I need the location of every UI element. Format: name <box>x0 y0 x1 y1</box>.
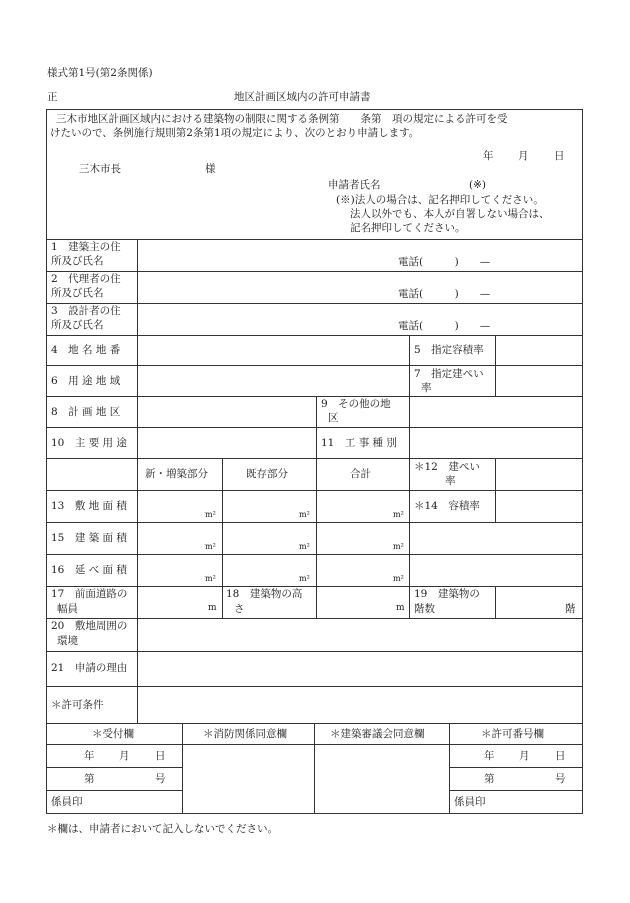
agent-phone: 電話( ) — <box>398 288 491 300</box>
owner-phone: 電話( ) — <box>398 256 491 268</box>
col-existing-label: 既存部分 <box>246 468 288 480</box>
lot-number-field[interactable] <box>137 335 410 366</box>
designer-phone: 電話( ) — <box>398 320 491 332</box>
form-number: 様式第1号(第2条関係) <box>47 67 153 79</box>
surroundings-field[interactable] <box>137 618 583 652</box>
reception-header: ＊受付欄 <box>92 728 134 740</box>
owner-label-2: 所及び氏名 <box>51 255 104 267</box>
other-district-field[interactable] <box>409 396 583 428</box>
reception-month: 月 <box>119 750 130 762</box>
unit-m2: m² <box>205 542 216 551</box>
footnote: ＊欄は、申請者において記入しないでください。 <box>47 823 278 835</box>
coverage-12-label-2: 率 <box>445 475 456 487</box>
corporate-note-2: 法人以外でも、本人が自署しない場合は、 <box>350 208 550 220</box>
unit-m2: m² <box>299 542 310 551</box>
coverage-label-1: 7 指定建ぺい <box>414 368 484 380</box>
owner-label-1: 1 建築主の住 <box>51 241 121 253</box>
council-consent-body <box>314 744 450 814</box>
planning-district-label: 8 計 画 地 区 <box>51 406 121 418</box>
owner-field[interactable] <box>137 239 583 272</box>
applicant-seal-mark: (※) <box>469 179 486 191</box>
far-label: 5 指定容積率 <box>414 344 484 356</box>
use-district-label: 6 用 途 地 域 <box>51 375 121 387</box>
honorific: 様 <box>205 163 216 175</box>
surroundings-label-2: 環境 <box>57 635 78 647</box>
fire-consent-header: ＊消防関係同意欄 <box>203 728 287 740</box>
intro-line-2: けたいので、条例施行規則第2条第1項の規定により、次のとおり申請します。 <box>50 127 420 139</box>
height-label-1: 18 建築物の高 <box>226 588 303 600</box>
floors-unit: 階 <box>565 603 576 615</box>
designer-field[interactable] <box>137 303 583 336</box>
floor-area-blank <box>409 554 583 587</box>
unit-m2: m² <box>393 542 404 551</box>
date-day: 日 <box>554 150 565 162</box>
unit-m2: m² <box>299 574 310 583</box>
agent-label-1: 2 代理者の住 <box>51 273 121 285</box>
reason-label: 21 申請の理由 <box>51 662 128 674</box>
coverage-field[interactable] <box>495 365 583 397</box>
unit-m2: m² <box>205 574 216 583</box>
use-district-field[interactable] <box>137 365 410 397</box>
work-type-label: 11 工 事 種 別 <box>321 437 397 449</box>
permit-month: 月 <box>519 750 530 762</box>
permit-number-header: ＊許可番号欄 <box>481 728 544 740</box>
floors-label-2: 階数 <box>414 603 435 615</box>
unit-m2: m² <box>299 510 310 519</box>
main-use-field[interactable] <box>137 427 317 459</box>
coverage-label-2: 率 <box>421 382 432 394</box>
corporate-note-1: (※)法人の場合は、記名押印してください。 <box>336 194 544 206</box>
permit-no-prefix: 第 <box>484 773 495 785</box>
permit-year: 年 <box>484 750 495 762</box>
planning-district-field[interactable] <box>137 396 317 428</box>
other-district-label-2: 区 <box>328 412 339 424</box>
main-use-label: 10 主 要 用 途 <box>51 437 127 449</box>
date-year: 年 <box>483 150 494 162</box>
original-mark: 正 <box>47 91 58 103</box>
floors-label-1: 19 建築物の <box>414 588 480 600</box>
designer-label-2: 所及び氏名 <box>51 319 104 331</box>
intro-line-1: 三木市地区計画区域内における建築物の制限に関する条例第 条第 項の規定による許可を受 <box>56 113 508 125</box>
applicant-name-field[interactable] <box>385 179 465 191</box>
permit-no-suffix: 号 <box>555 773 566 785</box>
council-consent-header: ＊建築審議会同意欄 <box>330 728 425 740</box>
surroundings-label-1: 20 敷地周囲の <box>51 620 128 632</box>
agent-field[interactable] <box>137 271 583 304</box>
reception-year: 年 <box>84 750 95 762</box>
fire-consent-body <box>182 744 315 814</box>
coverage-12-field[interactable] <box>495 458 583 491</box>
lot-number-label: 4 地 名 地 番 <box>51 344 121 356</box>
col-new-label: 新・増築部分 <box>145 468 208 480</box>
applicant-label: 申請者氏名 <box>328 179 381 191</box>
area-header-blank <box>46 458 138 491</box>
road-width-label-2: 幅員 <box>57 603 78 615</box>
col-total-label: 合計 <box>350 468 371 480</box>
reception-no-suffix: 号 <box>155 773 166 785</box>
floor-area-label: 16 延 べ 面 積 <box>51 564 127 576</box>
building-area-blank <box>409 522 583 555</box>
reception-day: 日 <box>155 750 166 762</box>
agent-label-2: 所及び氏名 <box>51 287 104 299</box>
unit-m2: m² <box>393 574 404 583</box>
reception-staff-seal: 係員印 <box>51 796 83 808</box>
conditions-field <box>137 686 583 724</box>
work-type-field[interactable] <box>409 427 583 459</box>
coverage-12-label-1: ＊12 建ぺい <box>414 461 480 473</box>
far-field[interactable] <box>495 335 583 366</box>
date-month: 月 <box>518 150 529 162</box>
reception-no-prefix: 第 <box>84 773 95 785</box>
building-area-label: 15 建 築 面 積 <box>51 532 127 544</box>
unit-m: m <box>208 603 217 613</box>
corporate-note-3: 記名押印してください。 <box>350 222 466 234</box>
designer-label-1: 3 設計者の住 <box>51 305 121 317</box>
road-width-label-1: 17 前面道路の <box>51 588 128 600</box>
other-district-label-1: 9 その他の地 <box>321 398 391 410</box>
permit-staff-seal: 係員印 <box>454 796 486 808</box>
reason-field[interactable] <box>137 651 583 687</box>
far-14-label: ＊14 容積率 <box>414 500 480 512</box>
page-title: 地区計画区域内の許可申請書 <box>234 91 371 103</box>
height-label-2: さ <box>234 603 245 615</box>
addressee: 三木市長 <box>79 163 121 175</box>
conditions-label: ＊許可条件 <box>51 699 104 711</box>
far-14-field[interactable] <box>495 490 583 523</box>
unit-m: m <box>396 603 405 613</box>
site-area-label: 13 敷 地 面 積 <box>51 500 127 512</box>
permit-day: 日 <box>555 750 566 762</box>
unit-m2: m² <box>205 510 216 519</box>
unit-m2: m² <box>393 510 404 519</box>
